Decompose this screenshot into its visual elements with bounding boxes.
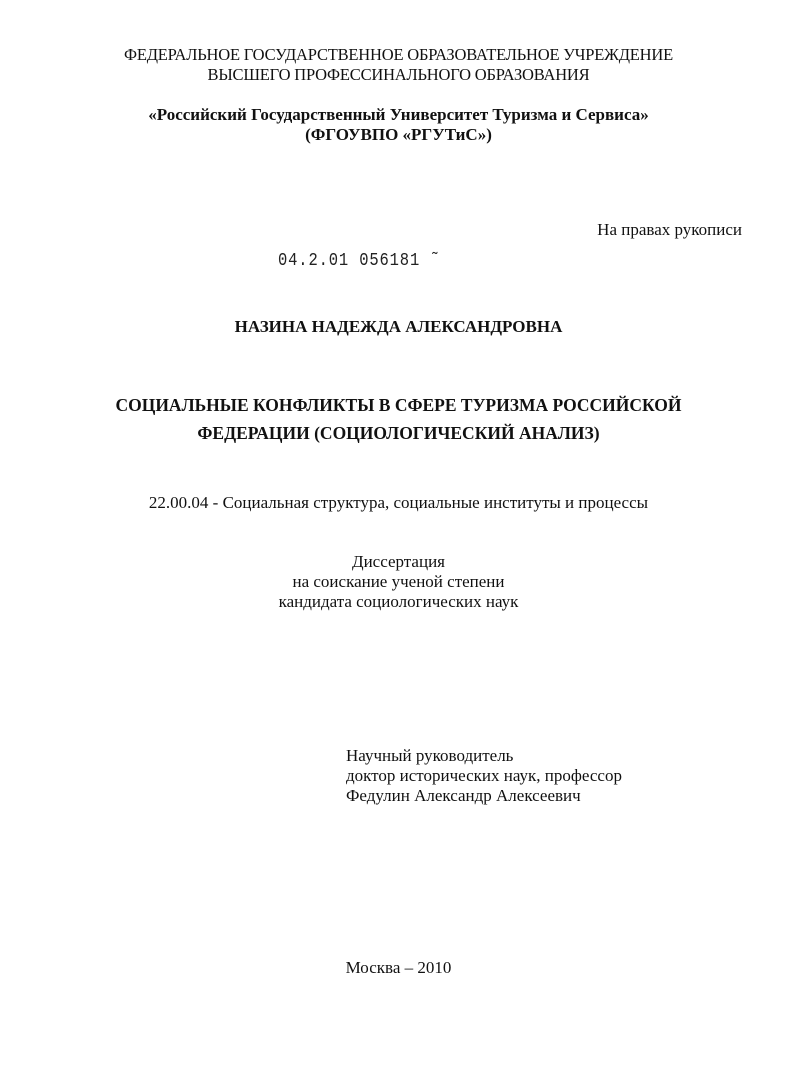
- dissertation-title-line-2: ФЕДЕРАЦИИ (СОЦИОЛОГИЧЕСКИЙ АНАЛИЗ): [197, 423, 600, 443]
- supervisor-credentials: доктор исторических наук, профессор: [346, 766, 622, 785]
- city-year: Москва – 2010: [345, 958, 452, 977]
- university-abbreviation: (ФГОУВПО «РГУТиС»): [305, 125, 492, 144]
- degree-line-3: кандидата социологических наук: [278, 592, 519, 611]
- registration-code: 04.2.01 056181 ˜: [278, 251, 441, 271]
- manuscript-note: На правах рукописи: [597, 220, 742, 239]
- author-name: НАЗИНА НАДЕЖДА АЛЕКСАНДРОВНА: [234, 317, 563, 336]
- institution-line-2: ВЫСШЕГО ПРОФЕССИНАЛЬНОГО ОБРАЗОВАНИЯ: [207, 65, 590, 84]
- degree-line-2: на соискание ученой степени: [292, 572, 505, 591]
- supervisor-role: Научный руководитель: [346, 746, 514, 765]
- specialty-code: 22.00.04 - Социальная структура, социальные институты и процессы: [148, 493, 649, 512]
- dissertation-title-line-1: СОЦИАЛЬНЫЕ КОНФЛИКТЫ В СФЕРЕ ТУРИЗМА РОССИЙСКОЙ: [115, 395, 682, 415]
- institution-line-1: ФЕДЕРАЛЬНОЕ ГОСУДАРСТВЕННОЕ ОБРАЗОВАТЕЛЬНОЕ УЧРЕЖДЕНИЕ: [124, 45, 673, 64]
- university-name: «Российский Государственный Университет Туризма и Сервиса»: [148, 105, 649, 124]
- supervisor-name: Федулин Александр Алексеевич: [346, 786, 581, 805]
- supervisor-block: [346, 746, 622, 806]
- degree-line-1: Диссертация: [351, 552, 445, 571]
